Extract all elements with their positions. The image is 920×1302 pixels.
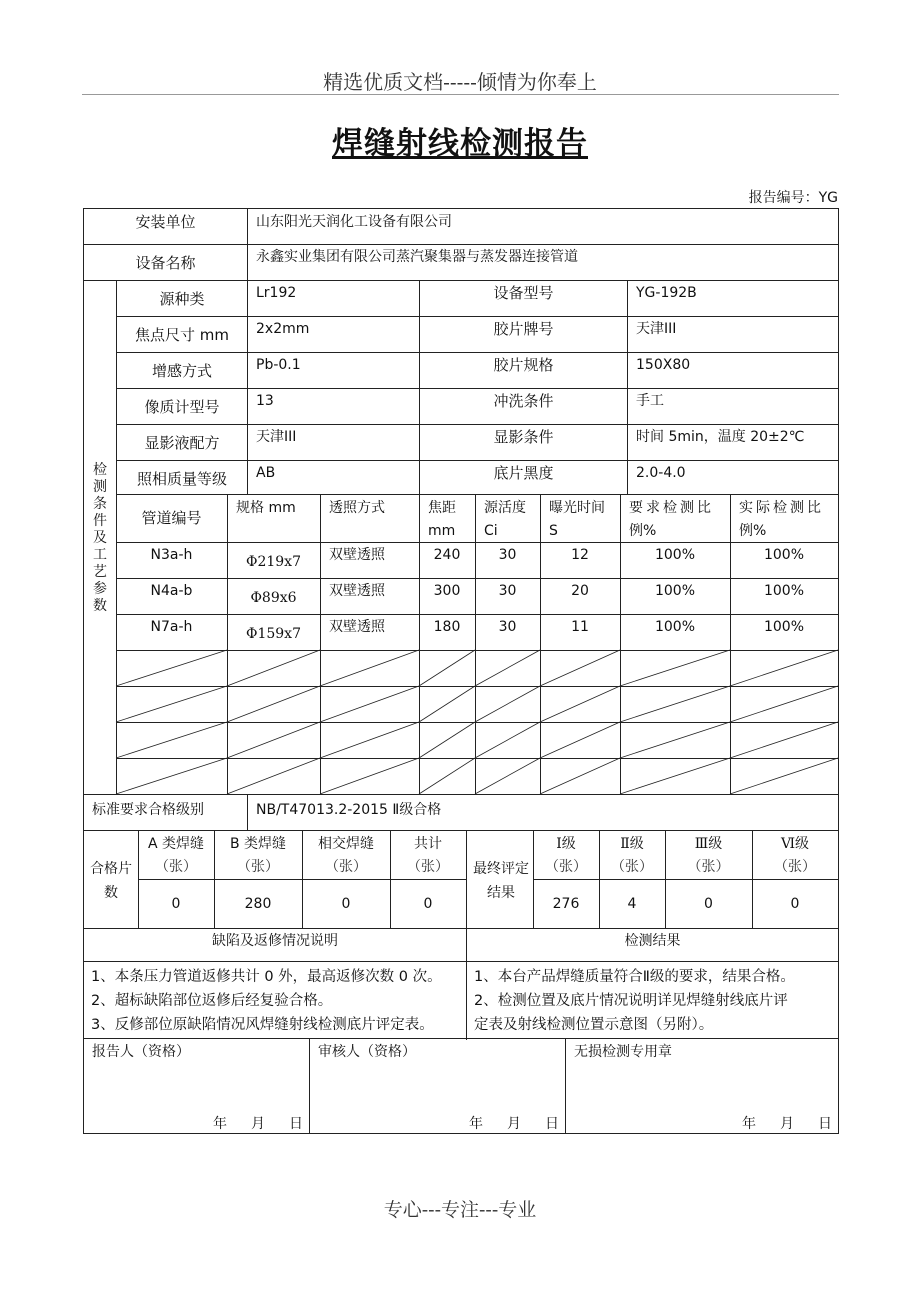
grade-header: Ⅵ级 bbox=[780, 836, 810, 852]
result-line: 1、本台产品焊缝质量符合Ⅱ级的要求，结果合格。 bbox=[474, 969, 795, 985]
empty-cell-diagonal bbox=[320, 758, 419, 794]
install-unit-value: 山东阳光天润化工设备有限公司 bbox=[256, 214, 452, 230]
date-year: 年 bbox=[213, 1116, 227, 1132]
empty-cell-diagonal bbox=[320, 686, 419, 722]
pipe-header-cell-unit: mm bbox=[428, 523, 456, 539]
param-value: 手工 bbox=[636, 393, 664, 409]
empty-cell-diagonal bbox=[419, 722, 475, 758]
empty-cell-diagonal bbox=[475, 686, 540, 722]
empty-cell-diagonal bbox=[475, 650, 540, 686]
empty-cell-diagonal bbox=[475, 722, 540, 758]
pipe-header-cell: 曝光时间 bbox=[549, 500, 605, 516]
pipe-cell-method: 双壁透照 bbox=[329, 583, 385, 599]
date-month: 月 bbox=[780, 1116, 794, 1132]
empty-cell-diagonal bbox=[320, 722, 419, 758]
date-day: 日 bbox=[545, 1116, 559, 1132]
signature-label: 无损检测专用章 bbox=[574, 1044, 672, 1060]
param-value: 150X80 bbox=[636, 357, 691, 373]
empty-cell-diagonal bbox=[620, 758, 730, 794]
qualified-header: B 类焊缝 bbox=[229, 836, 287, 852]
param-label: 底片黑度 bbox=[493, 464, 554, 482]
results-text bbox=[474, 965, 836, 1037]
empty-cell-diagonal bbox=[620, 650, 730, 686]
grade-header: Ⅲ级 bbox=[694, 836, 723, 852]
pipe-header-cell: 管道编号 bbox=[141, 509, 202, 527]
param-value: Pb-0.1 bbox=[256, 357, 301, 373]
empty-cell-diagonal bbox=[730, 650, 838, 686]
pipe-header-cell-unit: S bbox=[549, 523, 558, 539]
pipe-header-cell: 焦距 bbox=[428, 500, 456, 516]
qualified-count-label: 合格片数 bbox=[90, 861, 132, 901]
qualified-value: 0 bbox=[171, 896, 181, 912]
grade-header: Ⅰ级 bbox=[556, 836, 576, 852]
section-label-char: 工 bbox=[93, 547, 107, 563]
final-result-label: 最终评定结果 bbox=[473, 861, 529, 901]
empty-cell-diagonal bbox=[116, 758, 227, 794]
qualified-value: 280 bbox=[244, 896, 272, 912]
empty-cell-diagonal bbox=[730, 758, 838, 794]
empty-cell-diagonal bbox=[475, 758, 540, 794]
defect-line: 3、反修部位原缺陷情况风焊缝射线检测底片评定表。 bbox=[91, 1017, 434, 1033]
section-label-char: 条 bbox=[93, 496, 107, 512]
param-label: 增感方式 bbox=[151, 362, 212, 380]
empty-cell-diagonal bbox=[419, 650, 475, 686]
pipe-header-cell: 源活度 bbox=[484, 500, 526, 516]
grade-value: 4 bbox=[627, 896, 637, 912]
empty-cell-diagonal bbox=[116, 722, 227, 758]
results-title: 检测结果 bbox=[624, 933, 681, 949]
empty-cell-diagonal bbox=[730, 686, 838, 722]
param-value: 时间 5min，温度 20±2℃ bbox=[636, 429, 805, 445]
empty-cell-diagonal bbox=[227, 758, 320, 794]
pipe-cell-actual: 100% bbox=[763, 547, 805, 563]
param-label: 显影条件 bbox=[493, 428, 554, 446]
param-label: 像质计型号 bbox=[144, 398, 220, 416]
pipe-cell-activity: 30 bbox=[498, 547, 517, 563]
pipe-header-cell: 实际检测比 bbox=[739, 500, 824, 516]
pipe-cell-activity: 30 bbox=[498, 619, 517, 635]
pipe-cell-spec: Φ219x7 bbox=[245, 554, 301, 570]
param-label: 源种类 bbox=[159, 290, 205, 308]
grade-header: Ⅱ级 bbox=[620, 836, 644, 852]
date-day: 日 bbox=[818, 1116, 832, 1132]
pipe-cell-req: 100% bbox=[654, 547, 696, 563]
pipe-cell-req: 100% bbox=[654, 619, 696, 635]
section-label-char: 及 bbox=[93, 530, 107, 546]
pipe-cell-focal: 180 bbox=[433, 619, 461, 635]
defect-line: 2、超标缺陷部位返修后经复验合格。 bbox=[91, 993, 333, 1009]
signature-label: 报告人（资格） bbox=[92, 1044, 190, 1060]
pipe-cell-actual: 100% bbox=[763, 583, 805, 599]
grade-header-unit: （张） bbox=[611, 859, 653, 875]
empty-cell-diagonal bbox=[419, 686, 475, 722]
pipe-header-cell: 规格 mm bbox=[236, 500, 296, 516]
pipe-cell-exposure: 12 bbox=[571, 547, 589, 563]
pipe-cell-focal: 240 bbox=[433, 547, 461, 563]
date-year: 年 bbox=[742, 1116, 756, 1132]
section-label-char: 艺 bbox=[93, 564, 107, 580]
empty-cell-diagonal bbox=[116, 650, 227, 686]
page-header: 精选优质文档-----倾情为你奉上 bbox=[323, 70, 597, 94]
pipe-cell-spec: Φ159x7 bbox=[245, 626, 301, 642]
result-line: 定表及射线检测位置示意图（另附）。 bbox=[474, 1017, 714, 1033]
result-line: 2、检测位置及底片情况说明详见焊缝射线底片评 bbox=[474, 993, 788, 1009]
grade-header-unit: （张） bbox=[774, 859, 816, 875]
standard-label: 标准要求合格级别 bbox=[92, 802, 204, 818]
empty-cell-diagonal bbox=[730, 722, 838, 758]
empty-cell-diagonal bbox=[116, 686, 227, 722]
param-label: 照相质量等级 bbox=[136, 470, 227, 488]
qualified-header-unit: （张） bbox=[237, 859, 279, 875]
report-number: 报告编号：YG bbox=[748, 190, 838, 206]
equipment-name-value: 永鑫实业集团有限公司蒸汽聚集器与蒸发器连接管道 bbox=[256, 249, 578, 265]
grade-value: 0 bbox=[790, 896, 800, 912]
section-label-char: 件 bbox=[93, 513, 107, 529]
date-year: 年 bbox=[469, 1116, 483, 1132]
pipe-header-cell-unit: 例% bbox=[739, 523, 767, 539]
grade-header-unit: （张） bbox=[545, 859, 587, 875]
param-value: 天津III bbox=[256, 429, 297, 445]
param-label: 设备型号 bbox=[493, 284, 554, 302]
equipment-name-label: 设备名称 bbox=[135, 254, 196, 272]
defect-line: 1、本条压力管道返修共计 0 外，最高返修次数 0 次。 bbox=[91, 969, 442, 985]
empty-cell-diagonal bbox=[540, 758, 620, 794]
section-label-char: 参 bbox=[93, 581, 107, 597]
qualified-header-unit: （张） bbox=[407, 859, 449, 875]
empty-cell-diagonal bbox=[540, 650, 620, 686]
param-value: 2x2mm bbox=[256, 321, 310, 337]
empty-cell-diagonal bbox=[620, 722, 730, 758]
header-divider bbox=[82, 94, 839, 95]
param-value: 天津III bbox=[636, 321, 677, 337]
defects-text bbox=[91, 965, 463, 1037]
param-label: 胶片规格 bbox=[493, 356, 554, 374]
section-label-vertical bbox=[86, 462, 114, 615]
empty-cell-diagonal bbox=[227, 722, 320, 758]
empty-cell-diagonal bbox=[227, 686, 320, 722]
pipe-cell-focal: 300 bbox=[433, 583, 461, 599]
signature-label: 审核人（资格） bbox=[318, 1044, 416, 1060]
date-month: 月 bbox=[507, 1116, 521, 1132]
param-value: 2.0-4.0 bbox=[636, 465, 686, 481]
param-value: YG-192B bbox=[636, 285, 697, 301]
param-value: Lr192 bbox=[256, 285, 297, 301]
pipe-cell-activity: 30 bbox=[498, 583, 517, 599]
empty-cell-diagonal bbox=[540, 686, 620, 722]
defects-title: 缺陷及返修情况说明 bbox=[212, 933, 338, 949]
pipe-cell-exposure: 20 bbox=[571, 583, 589, 599]
qualified-value: 0 bbox=[341, 896, 351, 912]
empty-cell-diagonal bbox=[227, 650, 320, 686]
param-value: 13 bbox=[256, 393, 274, 409]
date-month: 月 bbox=[251, 1116, 265, 1132]
param-label: 显影液配方 bbox=[144, 434, 220, 452]
grade-value: 0 bbox=[704, 896, 713, 912]
section-label-char: 测 bbox=[93, 479, 107, 495]
pipe-header-cell: 透照方式 bbox=[329, 500, 385, 516]
empty-cell-diagonal bbox=[540, 722, 620, 758]
qualified-value: 0 bbox=[423, 896, 433, 912]
pipe-cell-id: N7a-h bbox=[150, 619, 193, 635]
empty-cell-diagonal bbox=[620, 686, 730, 722]
param-label: 焦点尺寸 mm bbox=[135, 326, 229, 344]
qualified-header-unit: （张） bbox=[325, 859, 367, 875]
param-value: AB bbox=[256, 465, 276, 481]
standard-value: NB/T47013.2-2015 Ⅱ级合格 bbox=[256, 802, 442, 818]
empty-cell-diagonal bbox=[320, 650, 419, 686]
pipe-header-cell: 要求检测比 bbox=[629, 500, 714, 516]
pipe-header-cell-unit: 例% bbox=[629, 523, 657, 539]
pipe-cell-id: N3a-h bbox=[150, 547, 193, 563]
qualified-header-unit: （张） bbox=[155, 859, 197, 875]
qualified-header: 相交焊缝 bbox=[318, 836, 374, 852]
pipe-cell-exposure: 11 bbox=[571, 619, 589, 635]
pipe-cell-method: 双壁透照 bbox=[329, 619, 385, 635]
pipe-cell-method: 双壁透照 bbox=[329, 547, 385, 563]
section-label-char: 数 bbox=[93, 598, 107, 614]
date-day: 日 bbox=[289, 1116, 303, 1132]
install-unit-label: 安装单位 bbox=[135, 213, 196, 231]
pipe-cell-actual: 100% bbox=[763, 619, 805, 635]
qualified-header: 共计 bbox=[414, 836, 442, 852]
empty-cell-diagonal bbox=[419, 758, 475, 794]
qualified-header: A 类焊缝 bbox=[147, 836, 205, 852]
section-label-char: 检 bbox=[93, 462, 107, 478]
pipe-cell-id: N4a-b bbox=[150, 583, 193, 599]
param-label: 冲洗条件 bbox=[493, 392, 554, 410]
grade-header-unit: （张） bbox=[687, 859, 730, 875]
param-label: 胶片牌号 bbox=[493, 320, 554, 338]
pipe-cell-spec: Φ89x6 bbox=[250, 590, 297, 606]
pipe-header-cell-unit: Ci bbox=[484, 523, 498, 539]
page-footer: 专心---专注---专业 bbox=[383, 1199, 537, 1221]
report-title: 焊缝射线检测报告 bbox=[332, 126, 588, 162]
grade-value: 276 bbox=[552, 896, 580, 912]
pipe-cell-req: 100% bbox=[654, 583, 696, 599]
